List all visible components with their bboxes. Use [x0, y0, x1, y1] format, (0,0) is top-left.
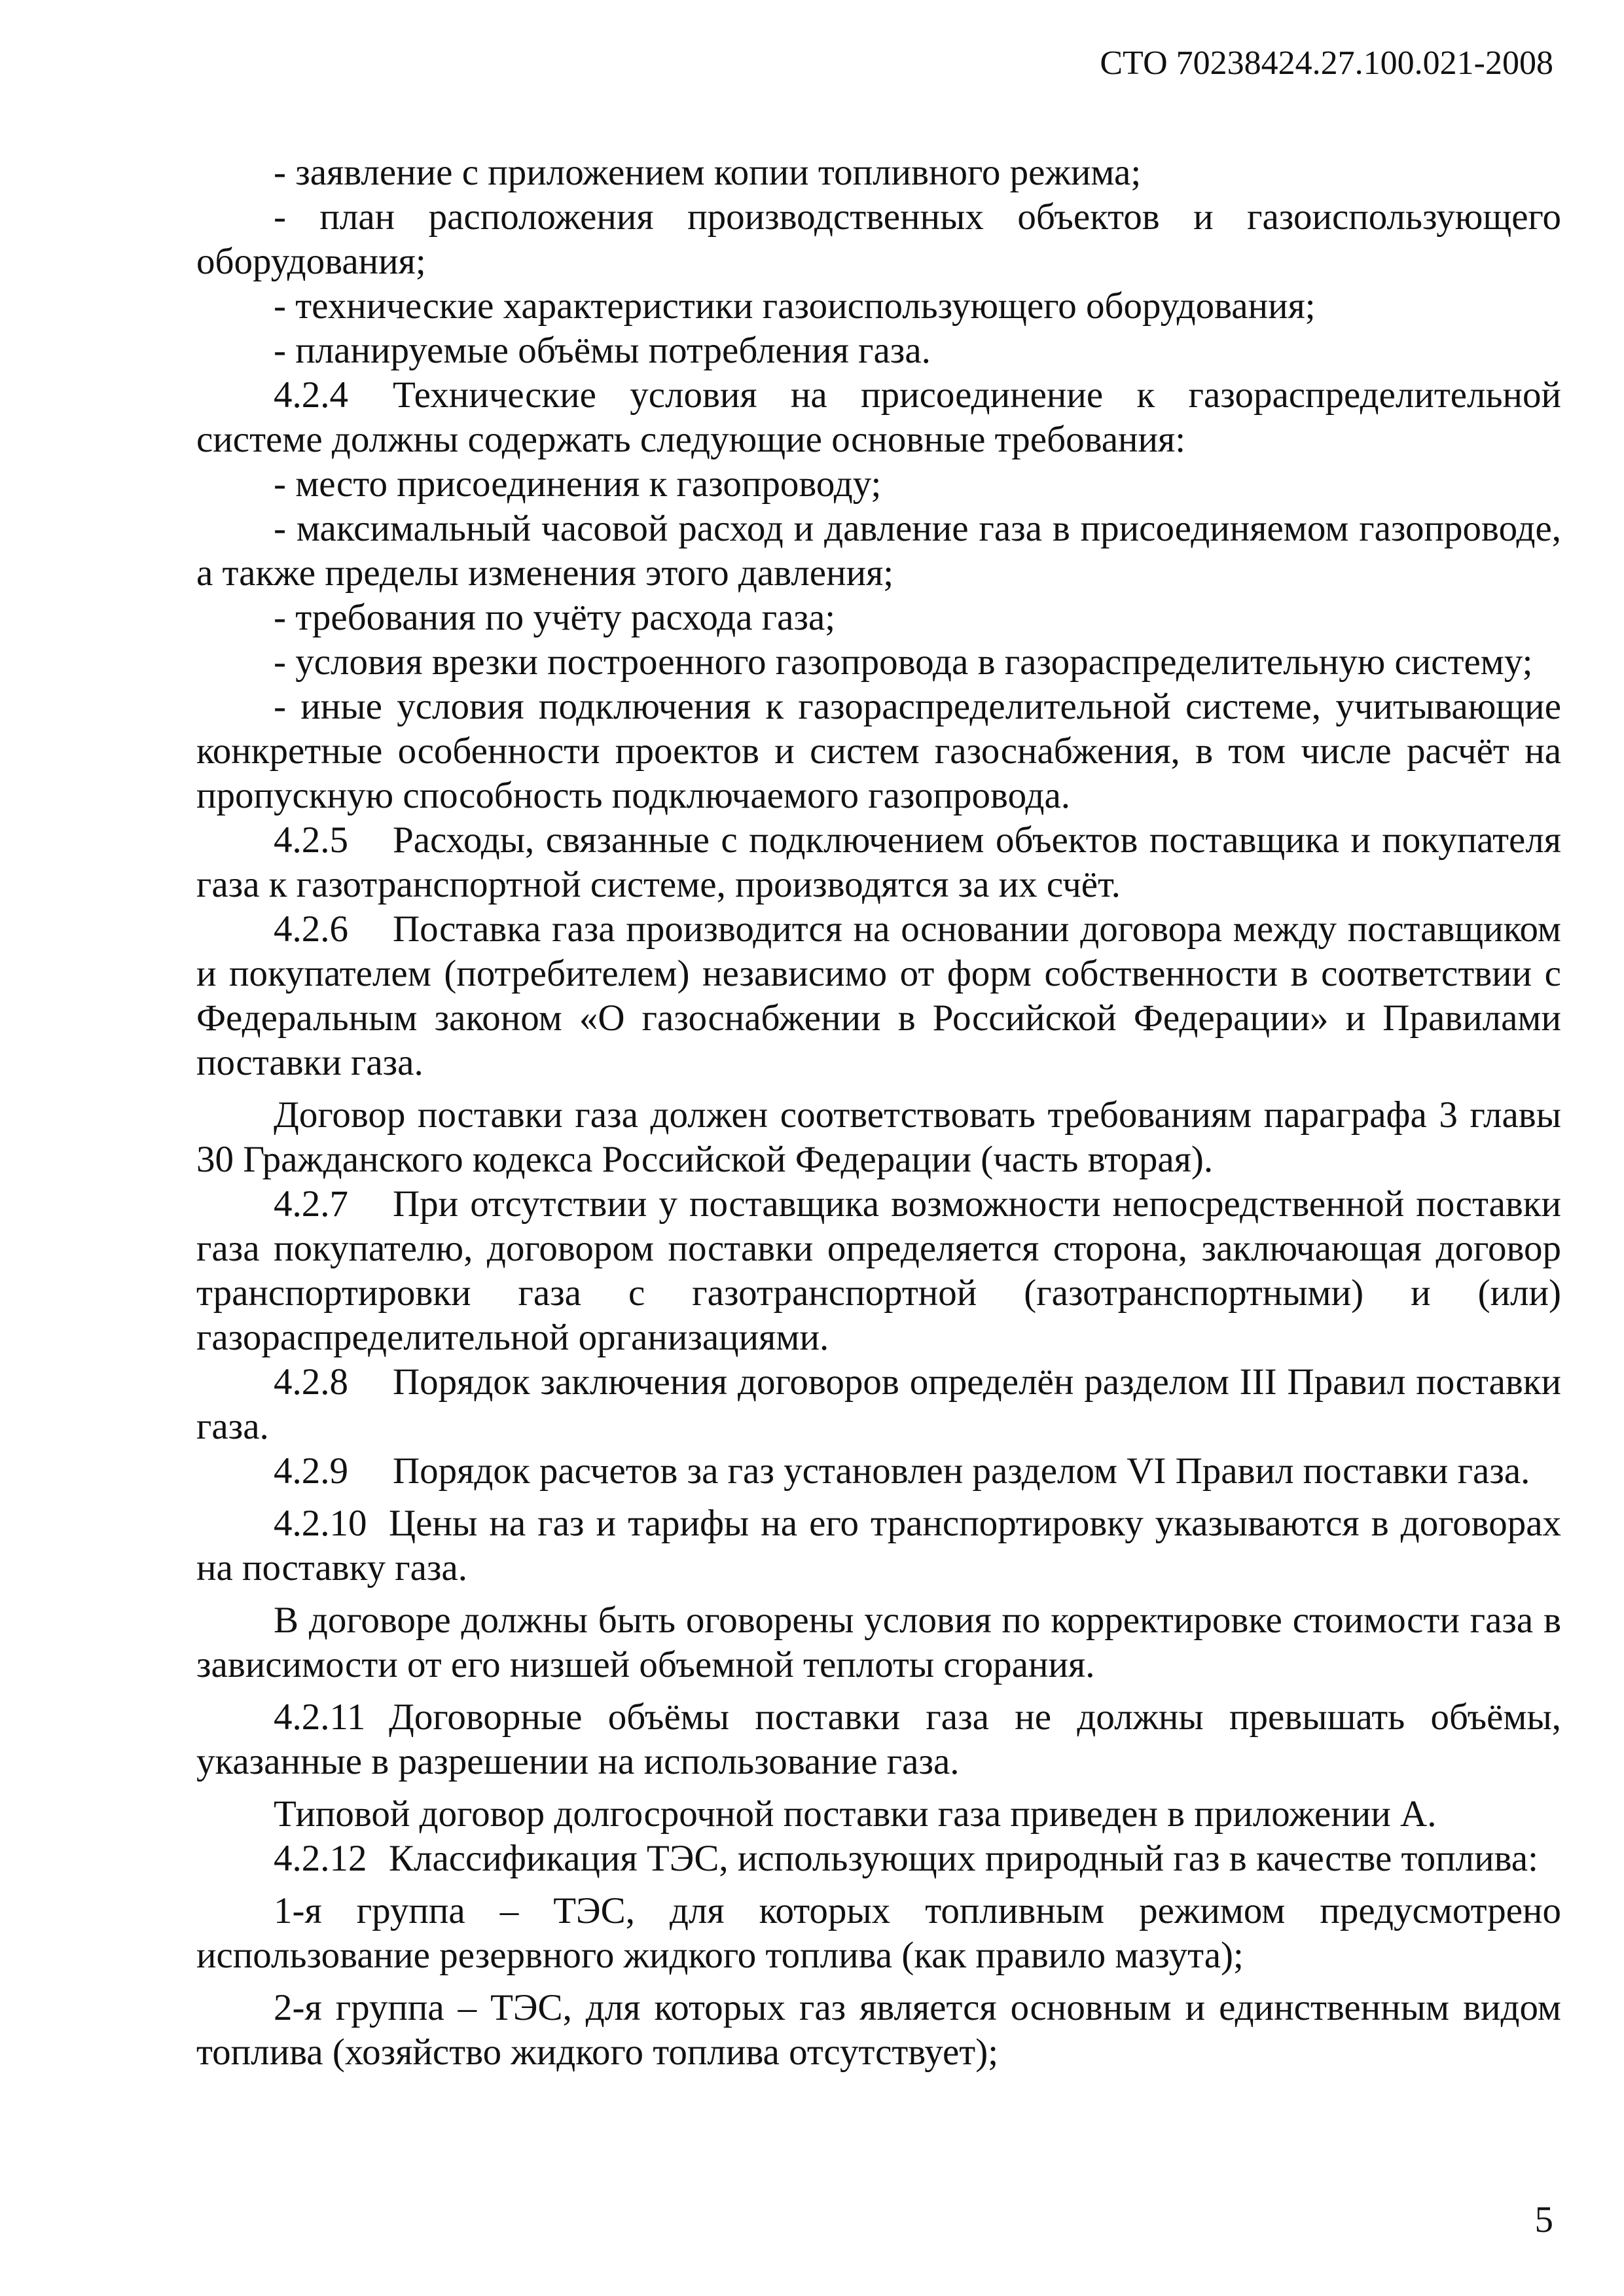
page-number: 5: [1534, 2199, 1553, 2240]
clause-4-2-7: 4.2.7 При отсутствии у поставщика возможности непосредственной поставки газа покупателю, договором поставки определяется сторона, заключающая договор транспортировки газа с газотранспортной (газотранспортными) и (или) газораспределительной организациями.: [196, 1183, 1561, 1358]
document-body: [196, 151, 1561, 2075]
clause-4-2-6: 4.2.6 Поставка газа производится на основании договора между поставщиком и покупателем (потребителем) независимо от форм собственности в соответствии с Федеральным законом «О газоснабжении в Российской Федерации» и Правилами поставки газа.: [196, 908, 1561, 1083]
paragraph: Договор поставки газа должен соответствовать требованиям параграфа 3 главы 30 Гражданского кодекса Российской Федерации (часть вторая).: [196, 1094, 1561, 1180]
clause-4-2-4: 4.2.4 Технические условия на присоединение к газораспределительной системе должны содержать следующие основные требования:: [196, 374, 1561, 460]
clause-number: 4.2.11: [274, 1696, 366, 1738]
clause-number: 4.2.4: [274, 374, 348, 416]
list-item: - место присоединения к газопроводу;: [274, 463, 882, 505]
list-item: - максимальный часовой расход и давление газа в присоединяемом газопроводе, а также пределы изменения этого давления;: [196, 508, 1561, 594]
clause-number: 4.2.12: [274, 1838, 367, 1879]
clause-4-2-9: 4.2.9 Порядок расчетов за газ установлен разделом VI Правил поставки газа.: [196, 1449, 1561, 1494]
paragraph: В договоре должны быть оговорены условия по корректировке стоимости газа в зависимости от его низшей объемной теплоты сгорания.: [196, 1600, 1561, 1685]
clause-number: 4.2.8: [274, 1361, 348, 1403]
clause-number: 4.2.10: [274, 1503, 367, 1544]
list-item: - технические характеристики газоиспользующего оборудования;: [274, 285, 1316, 327]
clause-4-2-12: 4.2.12 Классификация ТЭС, использующих природный газ в качестве топлива:: [196, 1837, 1561, 1881]
list-item: - условия врезки построенного газопровода в газораспределительную систему;: [274, 641, 1533, 683]
paragraph: 1-я группа – ТЭС, для которых топливным режимом предусмотрено использование резервного жидкого топлива (как правило мазута);: [196, 1890, 1561, 1976]
clause-4-2-8: 4.2.8 Порядок заключения договоров определён разделом III Правил поставки газа.: [196, 1361, 1561, 1447]
list-item: - заявление с приложением копии топливного режима;: [274, 152, 1142, 193]
clause-4-2-10: 4.2.10 Цены на газ и тарифы на его транспортировку указываются в договорах на поставку газа.: [196, 1503, 1561, 1588]
list-item: - иные условия подключения к газораспределительной системе, учитывающие конкретные особенности проектов и систем газоснабжения, в том числе расчёт на пропускную способность подключаемого газопровода.: [196, 686, 1561, 816]
list-item: - план расположения производственных объектов и газоиспользующего оборудования;: [196, 196, 1561, 282]
document-code-header: СТО 70238424.27.100.021-2008: [1100, 45, 1553, 82]
clause-number: 4.2.9: [274, 1450, 348, 1492]
clause-number: 4.2.7: [274, 1183, 348, 1225]
list-item: - планируемые объёмы потребления газа.: [274, 330, 931, 371]
clause-number: 4.2.5: [274, 819, 348, 861]
paragraph: Типовой договор долгосрочной поставки газа приведен в приложении А.: [274, 1793, 1437, 1835]
paragraph: 2-я группа – ТЭС, для которых газ является основным и единственным видом топлива (хозяйство жидкого топлива отсутствует);: [196, 1987, 1561, 2073]
list-item: - требования по учёту расхода газа;: [274, 597, 836, 638]
clause-number: 4.2.6: [274, 908, 348, 950]
clause-4-2-11: 4.2.11 Договорные объёмы поставки газа не должны превышать объёмы, указанные в разрешении на использование газа.: [196, 1696, 1561, 1782]
clause-4-2-5: 4.2.5 Расходы, связанные с подключением объектов поставщика и покупателя газа к газотранспортной системе, производятся за их счёт.: [196, 819, 1561, 905]
